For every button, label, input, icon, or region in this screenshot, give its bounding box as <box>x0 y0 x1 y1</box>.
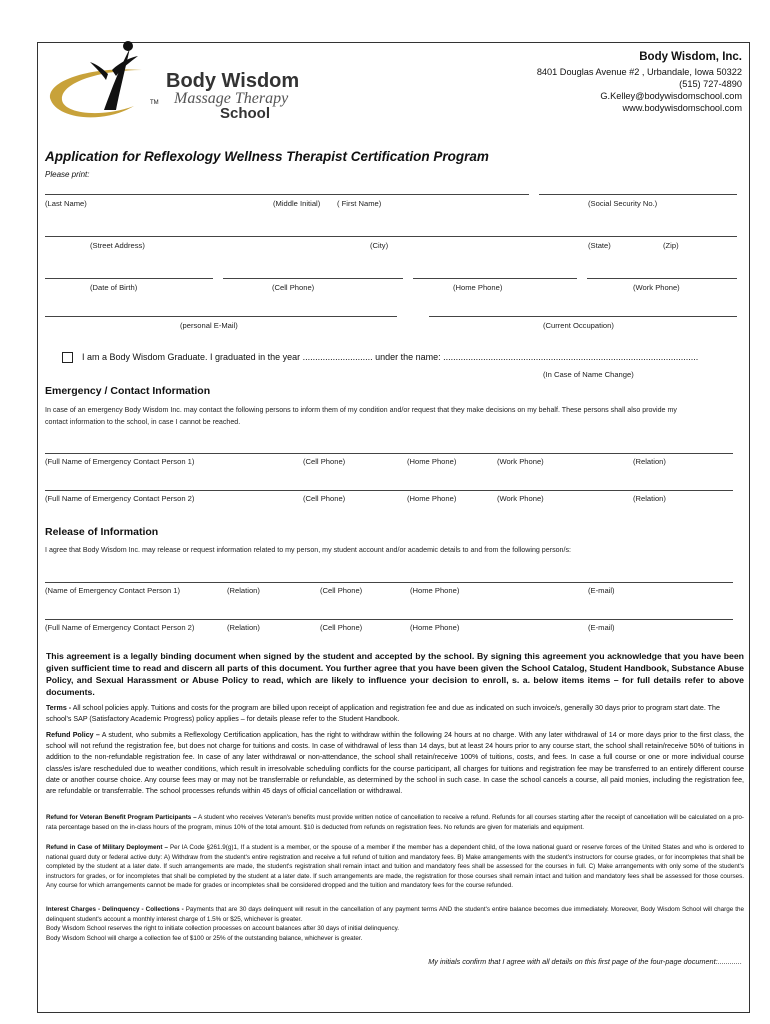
zip-label: (Zip) <box>663 241 679 250</box>
org-address: 8401 Douglas Avenue #2 , Urbandale, Iowa 50322 <box>536 67 742 77</box>
occupation-label: (Current Occupation) <box>543 321 614 330</box>
initials-confirmation[interactable]: My initials confirm that I agree with all details on this first page of the four-page document:............ <box>428 957 742 966</box>
address-field[interactable] <box>45 236 737 237</box>
interest-line-3: Body Wisdom School will charge a collection fee of $100 or 25% of the outstanding balance, whichever is greater. <box>46 934 363 942</box>
release-1-name-label: (Name of Emergency Contact Person 1) <box>45 586 181 595</box>
release-contact-2-field[interactable] <box>45 619 733 620</box>
emergency-1-name-label: (Full Name of Emergency Contact Person 1) <box>45 457 195 466</box>
refund-text: A student, who submits a Reflexology Certification application, has the right to withdraw within the following 24 hours at no charge. With any later withdrawal of 14 or more days prior to the first class, the school will not refund the registration fee, but does not charge for tuitions and costs. In case of withdrawal of less than 14 days, but at least 24 hours prior to any course start, the school shall retain/receive 50% of tuitions in addition to the non-refundable registration fee. In case of any later withdrawal or non-attendance, the school shall retain/receive 100% of tuitions, costs, and fees. In case a full course or one or more individual course class/es is/are rescheduled due to weather conditions, which result in irresolvable scheduling conflicts for the course participant, all charges for tuitions and registration fee may be transferred to an entirely different course date or another course choice. Any course fees may or may not be transferrable or refundable, as determined by the school in such case. In case the school cancels a course, all paid monies, including the registration fee, are refundable or transferrable. The school processes refunds within 45 days of official cancellation or withdrawal. <box>46 731 744 796</box>
emergency-contact-1-field[interactable] <box>45 453 733 454</box>
first-name-label: ( First Name) <box>337 199 382 208</box>
veteran-text: A student who receives Veteran's benefits must provide written notice of cancellation to receive a refund. Refunds for all courses starting after the receipt of cancellation will be calculated on a pro-rata percentage based on the in-class hours of the program, minus 10% of the total amount. $10 is deducted from refunds on registration fees. No refunds are given for materials and equipment. <box>46 814 744 831</box>
military-paragraph <box>46 843 744 891</box>
dob-field[interactable] <box>45 278 213 279</box>
emergency-1-home-label: (Home Phone) <box>407 457 457 466</box>
release-intro: I agree that Body Wisdom Inc. may release or request information related to my person, my student account and/or academic details to and from the following person/s: <box>45 546 571 554</box>
release-2-cell-label: (Cell Phone) <box>320 623 363 632</box>
emergency-1-cell-label: (Cell Phone) <box>303 457 346 466</box>
refund-label: Refund Policy – <box>46 731 100 739</box>
school-logo <box>42 40 302 126</box>
military-text: Per IA Code §261.9(g)1, If a student is a member, or the spouse of a member if the member has a dependent child, of the Iowa national guard or reserve forces of the United States and who is ordered to national guard duty or federal active duty: A) Withdraw from the student's entire registration and receive a full refund of tuition and mandatory fees. B) Make arrangements with the student's instructors for course grades, or for incompletes that shall be completed by the student at a later date. If such arrangements are made, the student's registration shall remain intact and tuition and mandatory fees shall be assessed for the courses in full. C) Make arrangements with only some of the student's instructors for grades, or for incompletes that shall be completed by the student at a later date. If such arrangements are made, the registration for those courses shall remain intact and tuition and mandatory fees shall be assessed for those courses. Any course for which arrangements cannot be made for grades or incompletes shall be considered dropped and the tuition and mandatory fees for the course refunded. <box>46 844 744 889</box>
release-2-home-label: (Home Phone) <box>410 623 460 632</box>
swirl-logo-icon <box>42 40 162 126</box>
emergency-intro-1: In case of an emergency Body Wisdom Inc. may contact the following persons to inform them of my condition and/or request that they make decisions on my behalf. These persons shall also provide my <box>45 406 677 414</box>
release-heading: Release of Information <box>45 526 159 538</box>
dob-label: (Date of Birth) <box>90 283 138 292</box>
emergency-2-work-label: (Work Phone) <box>497 494 544 503</box>
agreement-statement: This agreement is a legally binding document when signed by the student and accepted by the school. By signing this agreement you acknowledge that you have been given sufficient time to read and discern all parts of this document. You further agree that you have been given the School Catalog, Student Handbook, Substance Abuse Policy, and Sexual Harassment or Abuse Policy to read, which are likely to influence your decision to enroll, s. a. below items items – for full details refer to above documents. <box>46 651 744 697</box>
state-label: (State) <box>588 241 611 250</box>
release-1-home-label: (Home Phone) <box>410 586 460 595</box>
home-phone-field[interactable] <box>413 278 577 279</box>
org-contact <box>537 66 742 114</box>
terms-text: All school policies apply. Tuitions and costs for the program are billed upon receipt of application and registration fee and due as indicated on such invoice/s, generally 30 days prior to program start date. The school's SAP (Satisfactory Academic Progress) policy applies – for details please refer to the Student Handbook. <box>46 704 720 723</box>
emergency-heading: Emergency / Contact Information <box>45 385 211 397</box>
form-title: Application for Reflexology Wellness Therapist Certification Program <box>45 149 489 164</box>
name-change-label: (In Case of Name Change) <box>543 370 634 379</box>
logo-tm: TM <box>150 100 159 106</box>
interest-line-2: Body Wisdom School reserves the right to initiate collection processes on account balances after 30 days of initial delinquency. <box>46 925 400 932</box>
release-2-email-label: (E-mail) <box>588 623 615 632</box>
terms-label: Terms - <box>46 704 72 712</box>
emergency-2-cell-label: (Cell Phone) <box>303 494 346 503</box>
home-phone-label: (Home Phone) <box>453 283 503 292</box>
cell-phone-field[interactable] <box>223 278 403 279</box>
military-label: Refund in Case of Military Deployment – <box>46 844 168 851</box>
cell-phone-label: (Cell Phone) <box>272 283 315 292</box>
please-print-label: Please print: <box>45 170 90 179</box>
interest-label: Interest Charges - Delinquency - Collections - <box>46 906 184 913</box>
graduate-text: I am a Body Wisdom Graduate. I graduated in the year ............................ under the name: ...................................................................................................... <box>82 352 699 362</box>
logo-line2: Massage Therapy <box>174 90 289 107</box>
emergency-1-work-label: (Work Phone) <box>497 457 544 466</box>
veteran-paragraph <box>46 813 744 832</box>
email-label: (personal E-Mail) <box>180 321 238 330</box>
refund-paragraph <box>46 730 744 797</box>
logo-line3: School <box>220 105 271 122</box>
release-contact-1-field[interactable] <box>45 582 733 583</box>
work-phone-label: (Work Phone) <box>633 283 680 292</box>
work-phone-field[interactable] <box>587 278 737 279</box>
org-website: www.bodywisdomschool.com <box>622 103 742 113</box>
emergency-1-relation-label: (Relation) <box>633 457 666 466</box>
terms-paragraph <box>46 703 744 724</box>
middle-initial-label: (Middle Initial) <box>273 199 321 208</box>
last-name-label: (Last Name) <box>45 199 87 208</box>
logo-line1: Body Wisdom <box>166 70 300 92</box>
occupation-field[interactable] <box>429 316 737 317</box>
release-2-name-label: (Full Name of Emergency Contact Person 2) <box>45 623 195 632</box>
interest-paragraph <box>46 905 744 943</box>
emergency-contact-2-field[interactable] <box>45 490 733 491</box>
release-1-cell-label: (Cell Phone) <box>320 586 363 595</box>
release-2-relation-label: (Relation) <box>227 623 260 632</box>
release-1-relation-label: (Relation) <box>227 586 260 595</box>
emergency-2-name-label: (Full Name of Emergency Contact Person 2) <box>45 494 195 503</box>
street-label: (Street Address) <box>90 241 145 250</box>
org-phone: (515) 727-4890 <box>679 79 742 89</box>
email-field[interactable] <box>45 316 397 317</box>
release-1-email-label: (E-mail) <box>588 586 615 595</box>
org-email: G.Kelley@bodywisdomschool.com <box>600 91 742 101</box>
interest-text: Payments that are 30 days delinquent will result in the cancellation of any payment terms AND the student's entire balance becomes due immediately. Moreover, Body Wisdom School will charge the delinquent student's account a monthly interest charge of 1.5% or $25, whichever is greater. <box>46 906 744 923</box>
ssn-label: (Social Security No.) <box>588 199 658 208</box>
emergency-2-relation-label: (Relation) <box>633 494 666 503</box>
emergency-intro-2: contact information to the school, in case I cannot be reached. <box>45 418 241 426</box>
veteran-label: Refund for Veteran Benefit Program Participants – <box>46 814 197 821</box>
name-field[interactable] <box>45 194 529 195</box>
city-label: (City) <box>370 241 389 250</box>
graduate-checkbox[interactable] <box>62 352 73 363</box>
org-name: Body Wisdom, Inc. <box>639 51 742 63</box>
emergency-2-home-label: (Home Phone) <box>407 494 457 503</box>
ssn-field[interactable] <box>539 194 737 195</box>
